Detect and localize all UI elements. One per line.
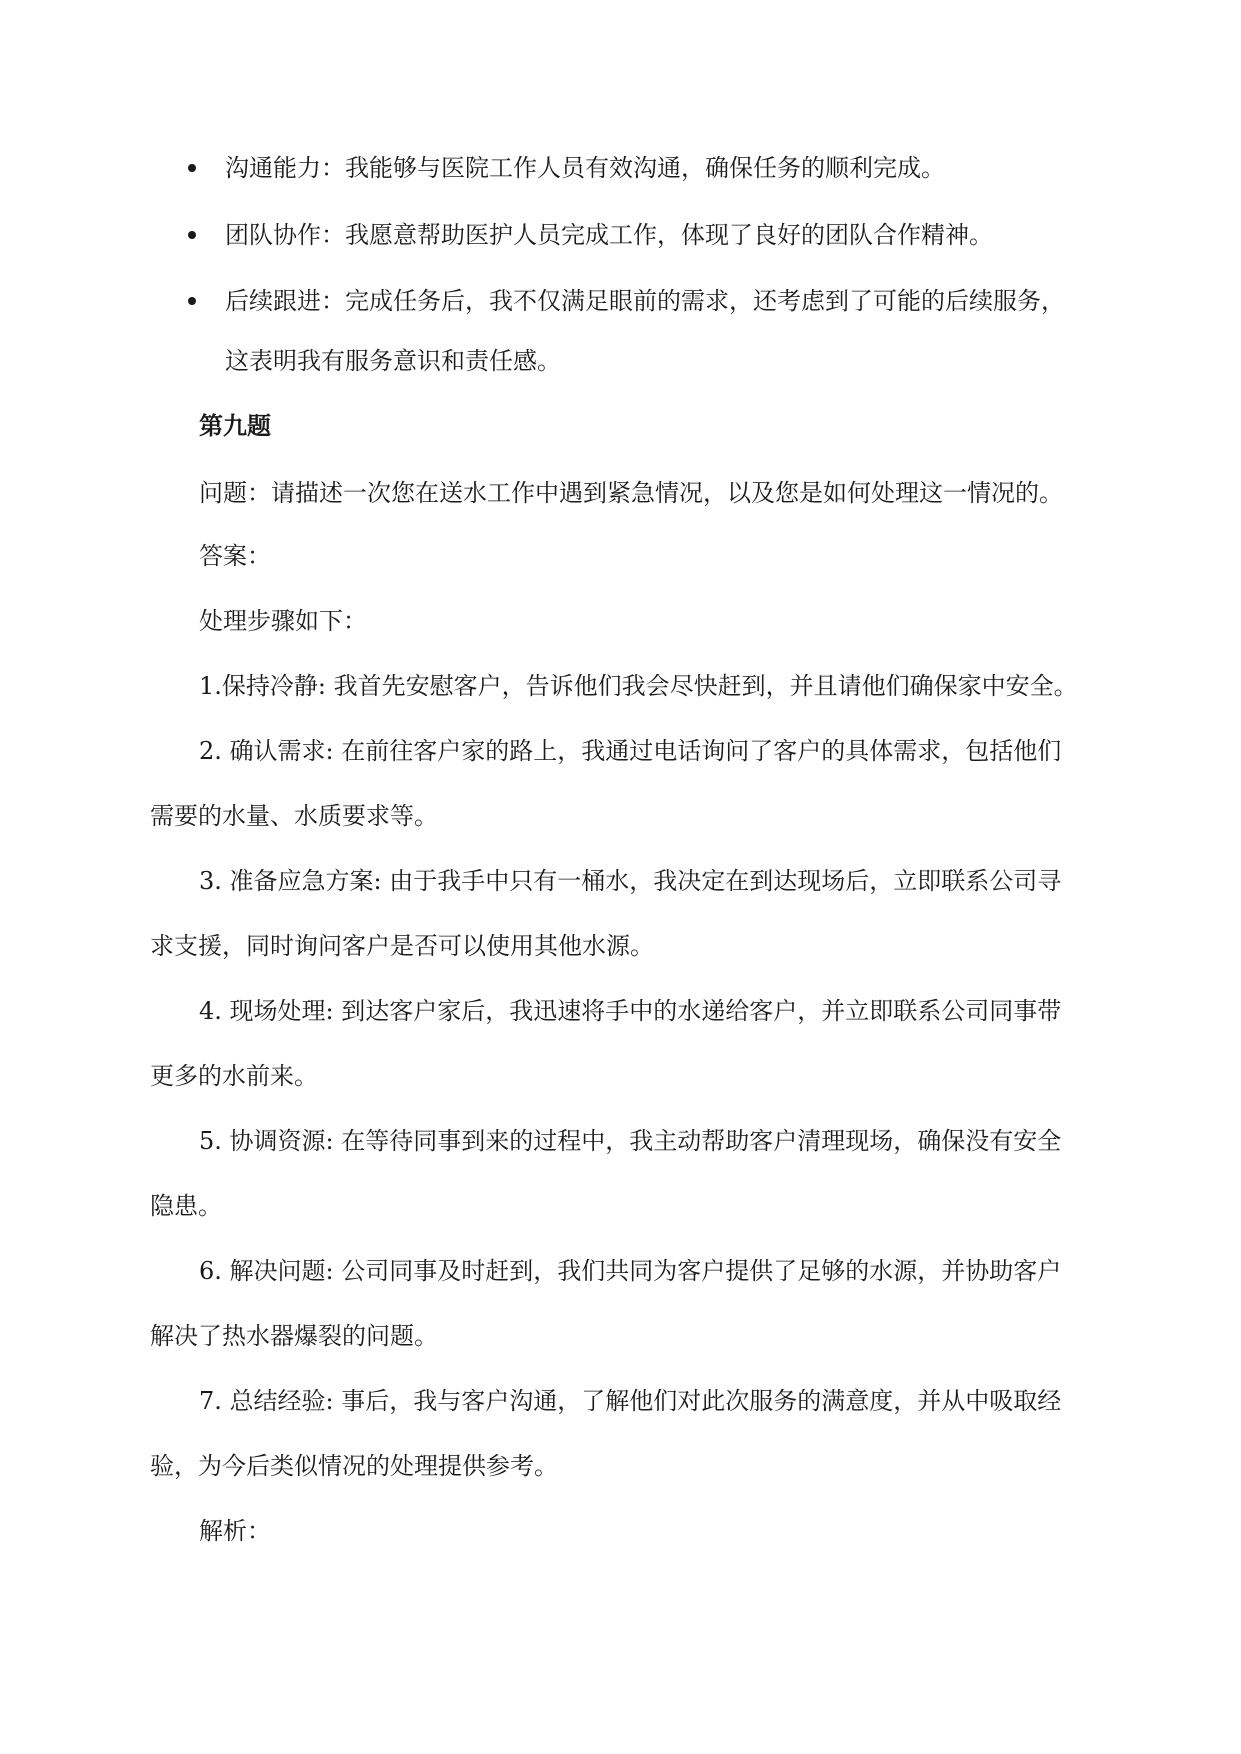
- step-5: 5. 协调资源: 在等待同事到来的过程中，我主动帮助客户清理现场，确保没有安全: [199, 1127, 1062, 1155]
- step-2: 2. 确认需求: 在前往客户家的路上，我通过电话询问了客户的具体需求，包括他们: [199, 737, 1062, 765]
- bullet-item-communication: 沟通能力：我能够与医院工作人员有效沟通，确保任务的顺利完成。: [225, 154, 945, 182]
- step-7-continued: 验，为今后类似情况的处理提供参考。: [150, 1452, 558, 1480]
- step-3: 3. 准备应急方案: 由于我手中只有一桶水，我决定在到达现场后，立即联系公司寻: [199, 867, 1062, 895]
- bullet-item-followup-continued: 这表明我有服务意识和责任感。: [225, 347, 561, 375]
- step-6-continued: 解决了热水器爆裂的问题。: [150, 1322, 438, 1350]
- step-1: 1.保持冷静: 我首先安慰客户，告诉他们我会尽快赶到，并且请他们确保家中安全。: [199, 672, 1078, 700]
- step-4-continued: 更多的水前来。: [150, 1062, 318, 1090]
- step-2-continued: 需要的水量、水质要求等。: [150, 802, 438, 830]
- step-7: 7. 总结经验: 事后，我与客户沟通，了解他们对此次服务的满意度，并从中吸取经: [199, 1387, 1062, 1415]
- section-heading: 第九题: [199, 411, 271, 440]
- step-3-continued: 求支援，同时询问客户是否可以使用其他水源。: [150, 932, 654, 960]
- step-6: 6. 解决问题: 公司同事及时赶到，我们共同为客户提供了足够的水源，并协助客户: [199, 1257, 1062, 1285]
- analysis-label: 解析：: [199, 1517, 271, 1545]
- answer-label: 答案：: [199, 542, 271, 570]
- step-4: 4. 现场处理: 到达客户家后，我迅速将手中的水递给客户，并立即联系公司同事带: [199, 997, 1062, 1025]
- bullet-icon: [188, 297, 196, 305]
- bullet-icon: [188, 231, 196, 239]
- step-5-continued: 隐患。: [150, 1192, 222, 1220]
- bullet-icon: [188, 164, 196, 172]
- steps-intro: 处理步骤如下：: [199, 607, 367, 635]
- bullet-item-followup: 后续跟进：完成任务后，我不仅满足眼前的需求，还考虑到了可能的后续服务，: [225, 287, 1065, 315]
- bullet-item-teamwork: 团队协作：我愿意帮助医护人员完成工作，体现了良好的团队合作精神。: [225, 221, 993, 249]
- question-text: 问题：请描述一次您在送水工作中遇到紧急情况，以及您是如何处理这一情况的。: [199, 479, 1063, 507]
